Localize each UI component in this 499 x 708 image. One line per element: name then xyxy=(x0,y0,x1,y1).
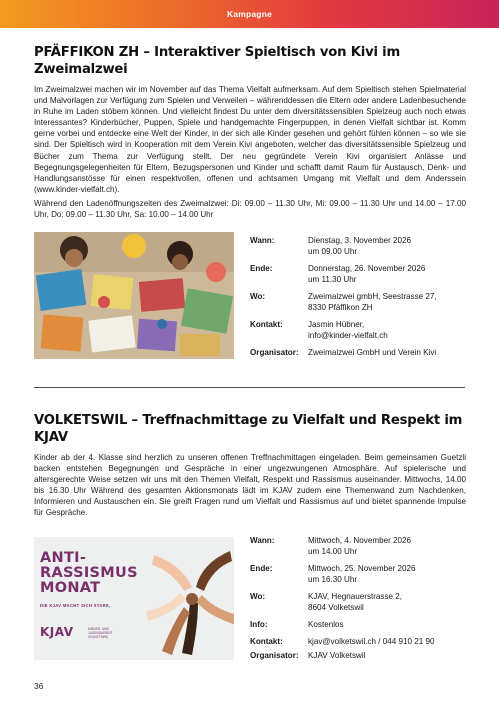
event-2-details xyxy=(250,535,470,667)
detail-label: Info: xyxy=(250,619,268,629)
event-1-hours: Während den Ladenöffnungszeiten des Zweimalzwei: Di: 09.00 – 11.30 Uhr, Mi: 09.00 – 11.30 Uhr und 14.00 – 17.00 Uhr, Do: 09.00 – 11.30 Uhr, Sa: 10.00 – 14.00 Uhr xyxy=(34,198,466,220)
event-1-photo xyxy=(34,232,234,359)
event-2-info xyxy=(34,537,466,667)
detail-label: Ende: xyxy=(250,264,273,274)
poster-brand-subtitle: KINDER- UND JUGENDARBEIT VOLKETSWIL xyxy=(88,626,113,639)
detail-row-contact xyxy=(250,319,470,341)
detail-row-end xyxy=(250,563,470,585)
page-number: 36 xyxy=(34,681,44,691)
detail-row-where xyxy=(250,591,470,613)
detail-value: KJAV Volketswil xyxy=(308,650,366,660)
detail-row-organizer xyxy=(250,347,470,358)
detail-row-end xyxy=(250,263,470,285)
event-1-details xyxy=(250,235,470,364)
detail-label: Kontakt: xyxy=(250,636,283,646)
detail-value: Dienstag, 3. November 2026 um 09.00 Uhr xyxy=(308,236,412,257)
detail-value: Donnerstag, 26. November 2026 um 11.30 Uhr xyxy=(308,264,426,285)
detail-value: Mittwoch, 25. November 2026 um 16.30 Uhr xyxy=(308,563,416,584)
detail-value: kjav@volketswil.ch / 044 910 21 90 xyxy=(308,636,435,646)
event-1-info xyxy=(34,232,466,360)
detail-label: Ende: xyxy=(250,563,273,573)
poster-brand: KJAV xyxy=(40,624,74,639)
detail-row-where xyxy=(250,291,470,313)
children-playing-photo-icon xyxy=(34,232,234,359)
banner-label: Kampagne xyxy=(226,9,273,19)
detail-label: Organisator: xyxy=(250,650,299,660)
detail-label: Kontakt: xyxy=(250,320,283,330)
detail-label: Wann: xyxy=(250,236,275,246)
detail-row-organizer xyxy=(250,650,470,661)
poster-headline: ANTI- RASSISMUS MONAT xyxy=(40,549,138,596)
anti-racism-poster xyxy=(34,537,234,660)
event-2-description xyxy=(34,452,466,519)
detail-label: Organisator: xyxy=(250,348,299,358)
detail-value: Zweimalzwei gmbH, Seestrasse 27, 8330 Pfäffikon ZH xyxy=(308,292,437,313)
detail-row-contact xyxy=(250,636,470,647)
event-2-title: VOLKETSWIL – Treffnachmittage zu Vielfalt und Respekt im KJAV xyxy=(34,413,463,445)
detail-label: Wo: xyxy=(250,292,266,302)
detail-value: Jasmin Hübner, info@kinder-vielfalt.ch xyxy=(308,320,388,341)
detail-row-when xyxy=(250,235,470,257)
poster-tagline: DIE KJAV MACHT SICH STARK. xyxy=(40,602,111,608)
event-1-description xyxy=(34,84,466,220)
detail-row-info xyxy=(250,619,470,630)
detail-row-when xyxy=(250,535,470,557)
event-2-paragraph: Kinder ab der 4. Klasse sind herzlich zu unseren offenen Treffnachmittagen eingeladen. Beim gemeinsamen Guetzli backen entstehen Begegnungen und Gespräche in einer ungezwungenen Atmosphäre. Auf spielerische und altersgerechte Weise setzen wir uns mit den Themen Vielfalt, Respekt und Rassismus auseinander. Mittwochs, 14.00 bis 16.30 Uhr Während des gesamten Aktionsmonats lädt im KJAV zudem eine Themenwand zum Nachdenken, Informieren und Austauschen ein. Sie greift Fragen rund um Vielfalt und Rassismus auf und bietet spannende Impulse für Gespräche. xyxy=(34,453,466,518)
detail-value: Kostenlos xyxy=(308,619,344,629)
event-2 xyxy=(34,412,466,667)
detail-label: Wann: xyxy=(250,535,275,545)
detail-value: Zweimalzwei GmbH und Verein Kivi xyxy=(308,348,437,358)
event-1 xyxy=(34,44,466,360)
category-banner xyxy=(0,0,499,28)
event-1-paragraph: Im Zweimalzwei machen wir im November auf das Thema Vielfalt aufmerksam. Auf dem Spieltisch stehen Spielmaterial und Malvorlagen zur Verfügung zum Spielen und Verweilen – währenddessen die Eltern oder andere Ladenbesuchende in Ruhe im Laden stöbern können. Und vielleicht findest Du unter dem diversitätssensiblen Spielzeug auch noch etwas Interessantes? Kinderbücher, Puppen, Spiele und handgemachte Fingerpuppen, in denen Vielfalt sichtbar ist. Komm gerne vorbei und entdecke eine Welt der Kinder, in der sich alle Kinder gesehen und gehört fühlen können – so wie sie sind. Der Spieltisch wird in Kooperation mit dem Verein Kivi angeboten, welcher das diversitätssensible Spielzeug und Bücher zum Thema zur Verfügung stellt. Der neu gegründete Verein Kivi organisiert Anlässe und Begegnungsgelegenheiten für Eltern, Bezugspersonen und Kinder und schafft damit Raum für Austausch, Denk- und Handlungsanstösse für einen respektvollen, offenen und achtsamen Umgang mit Vielfalt und dem Anderssein (www.kinder-vielfalt.ch). xyxy=(34,85,466,194)
section-divider xyxy=(34,387,465,388)
detail-value: KJAV, Hegnauerstrasse 2, 8604 Volketswil xyxy=(308,591,403,612)
detail-value: Mittwoch, 4. November 2026 um 14.00 Uhr xyxy=(308,535,412,556)
detail-label: Wo: xyxy=(250,591,266,601)
event-1-title: PFÄFFIKON ZH – Interaktiver Spieltisch von Kivi im Zweimalzwei xyxy=(34,45,401,77)
